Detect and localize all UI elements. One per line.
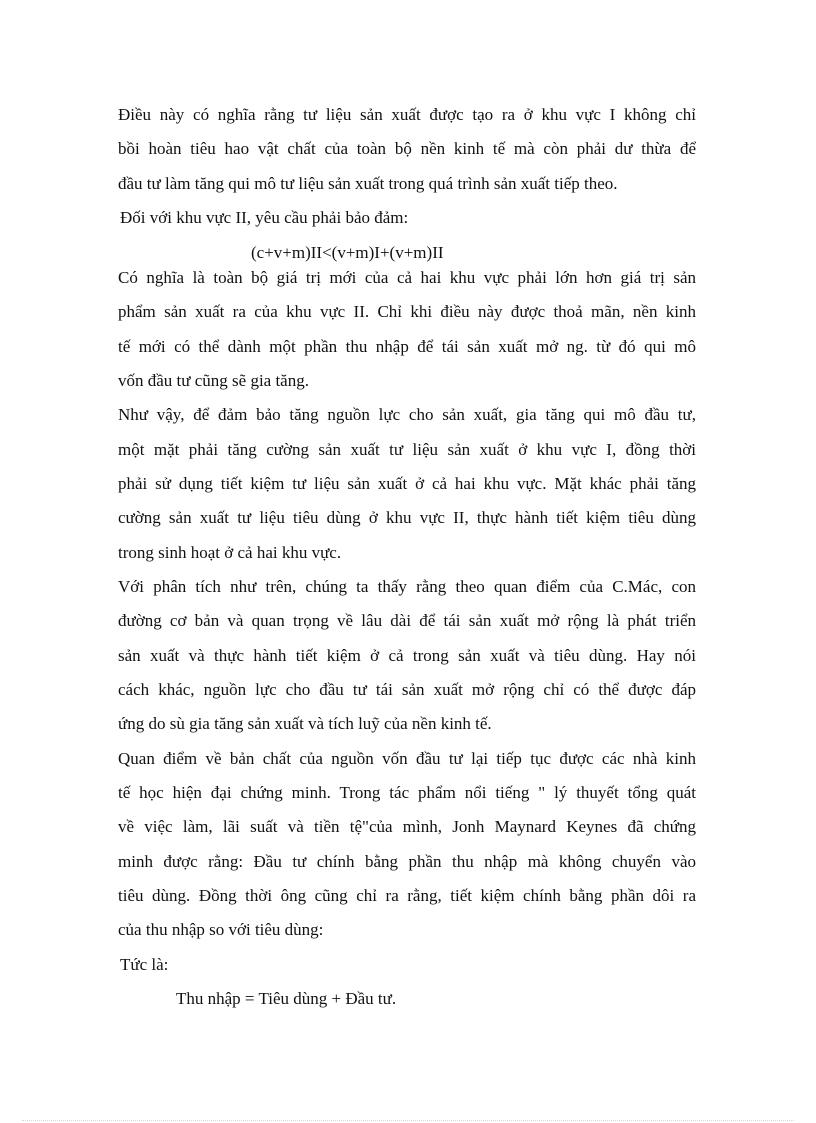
text-line: của thu nhập so với tiêu dùng: bbox=[118, 920, 324, 939]
text-line: tế học hiện đại chứng minh. Trong tác phẩm nổi tiếng " lý thuyết tổng quát bbox=[118, 783, 696, 802]
formula-line: (c+v+m)II<(v+m)I+(v+m)II bbox=[251, 243, 444, 262]
text-line: Điều này có nghĩa rằng tư liệu sản xuất được tạo ra ở khu vực I không chỉ bbox=[118, 105, 696, 124]
text-line: cường sản xuất tư liệu tiêu dùng ở khu vực II, thực hành tiết kiệm tiêu dùng bbox=[118, 508, 696, 527]
formula-line: Thu nhập = Tiêu dùng + Đầu tư. bbox=[176, 989, 397, 1008]
text-line: phẩm sản xuất ra của khu vực II. Chỉ khi điều này được thoả mãn, nền kinh bbox=[118, 302, 696, 321]
text-line: bồi hoàn tiêu hao vật chất của toàn bộ nền kinh tế mà còn phải dư thừa để bbox=[118, 139, 696, 158]
text-line: ứng do sù gia tăng sản xuất và tích luỹ của nền kinh tế. bbox=[118, 714, 492, 733]
text-line: tiêu dùng. Đồng thời ông cũng chỉ ra rằng, tiết kiệm chính bằng phần dôi ra bbox=[118, 886, 696, 905]
text-line: Như vậy, để đảm bảo tăng nguồn lực cho sản xuất, gia tăng qui mô đầu tư, bbox=[118, 405, 696, 424]
text-line: một mặt phải tăng cường sản xuất tư liệu sản xuất ở khu vực I, đồng thời bbox=[118, 440, 696, 459]
text-line: vốn đầu tư cũng sẽ gia tăng. bbox=[118, 371, 309, 390]
text-line: sản xuất và thực hành tiết kiệm ở cả trong sản xuất và tiêu dùng. Hay nói bbox=[118, 646, 696, 665]
page-bottom-rule bbox=[22, 1120, 794, 1121]
text-line: minh được rằng: Đầu tư chính bằng phần thu nhập mà không chuyển vào bbox=[118, 852, 696, 871]
text-line: đầu tư làm tăng qui mô tư liệu sản xuất trong quá trình sản xuất tiếp theo. bbox=[118, 174, 618, 193]
text-line: đường cơ bản và quan trọng về lâu dài để tái sản xuất mở rộng là phát triển bbox=[118, 611, 696, 630]
text-line: Đối với khu vực II, yêu cầu phải bảo đảm: bbox=[120, 208, 409, 227]
text-line: Có nghĩa là toàn bộ giá trị mới của cả hai khu vực phải lớn hơn giá trị sản bbox=[118, 268, 696, 287]
text-line: cách khác, nguồn lực cho đầu tư tái sản xuất mở rộng chỉ có thể được đáp bbox=[118, 680, 696, 699]
text-line: về việc làm, lãi suất và tiền tệ"của mình, Jonh Maynard Keynes đã chứng bbox=[118, 817, 696, 836]
text-line: phải sử dụng tiết kiệm tư liệu sản xuất ở cả hai khu vực. Mặt khác phải tăng bbox=[118, 474, 696, 493]
text-line: Tức là: bbox=[120, 955, 169, 974]
text-line: tế mới có thể dành một phần thu nhập để tái sản xuất mở ng. từ đó qui mô bbox=[118, 337, 696, 356]
text-line: Quan điểm về bản chất của nguồn vốn đầu tư lại tiếp tục được các nhà kinh bbox=[118, 749, 696, 768]
text-line: Với phân tích như trên, chúng ta thấy rằng theo quan điểm của C.Mác, con bbox=[118, 577, 696, 596]
text-line: trong sinh hoạt ở cả hai khu vực. bbox=[118, 543, 342, 562]
